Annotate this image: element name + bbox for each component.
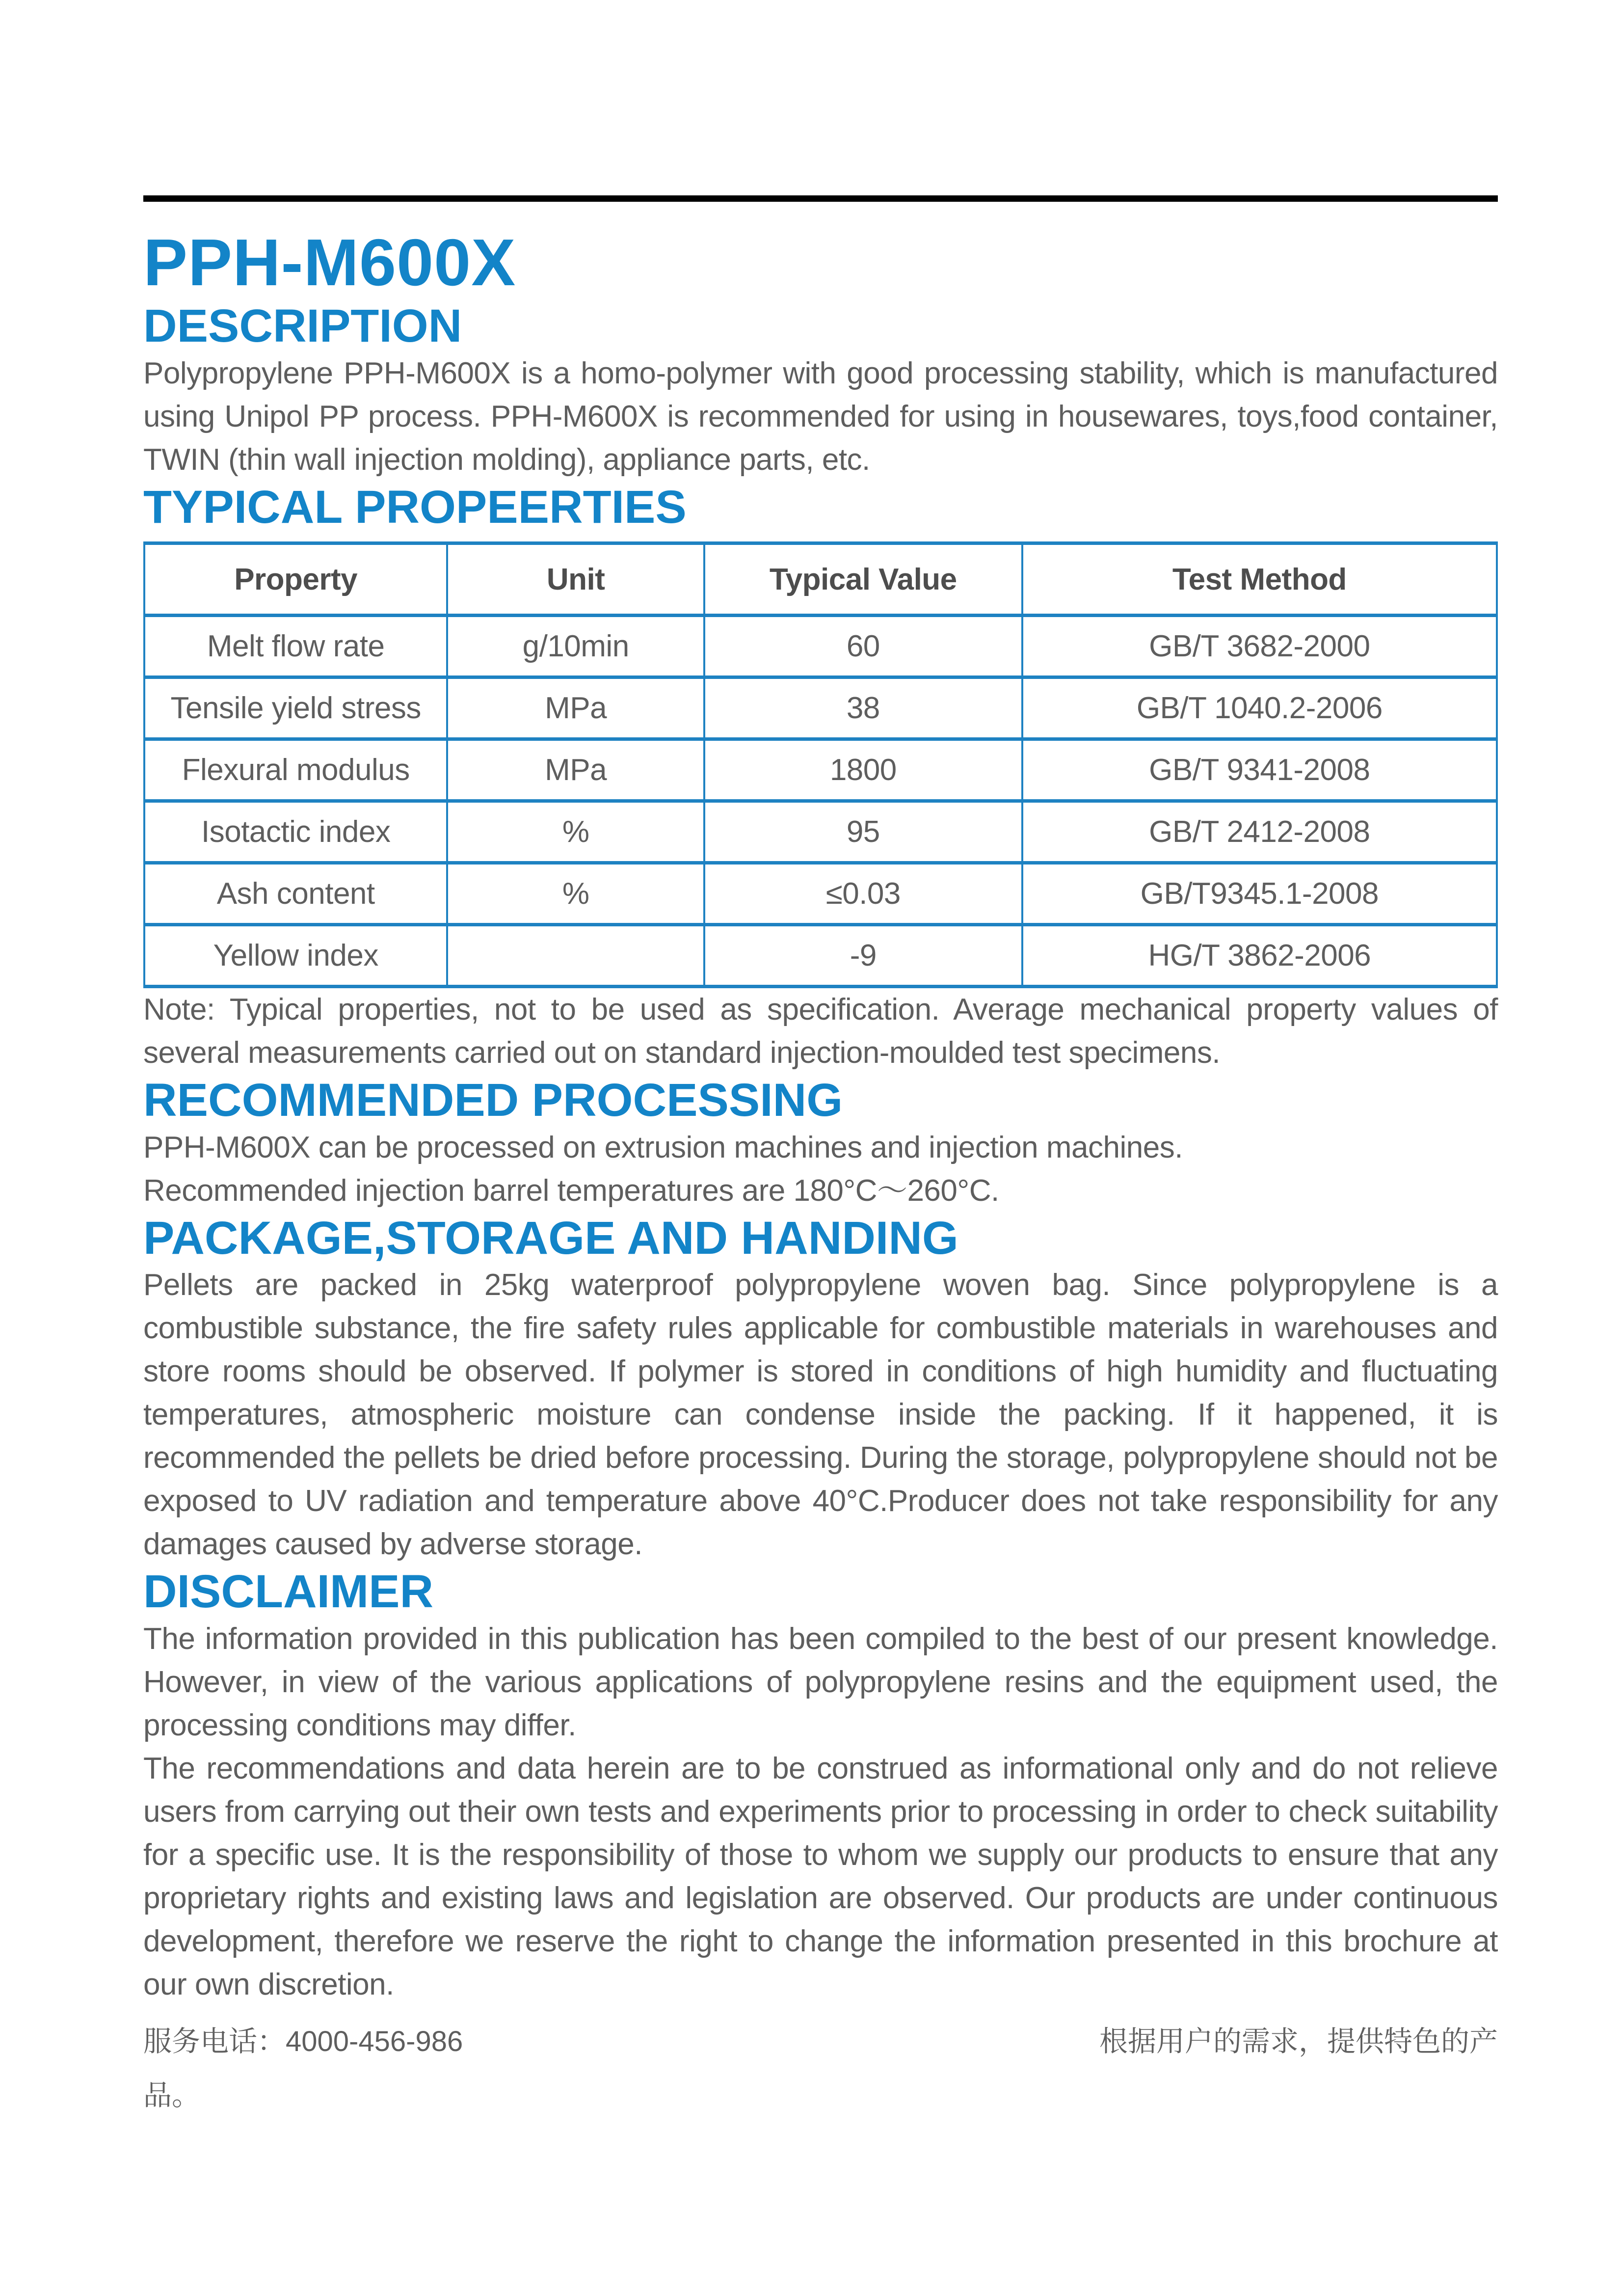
table-cell-property: Tensile yield stress — [144, 677, 447, 739]
table-row — [144, 677, 1497, 739]
table-cell-unit: MPa — [447, 739, 704, 801]
datasheet-page — [143, 0, 1498, 2113]
properties-table — [143, 541, 1498, 988]
disclaimer-paragraph-1: The information provided in this publication has been compiled to the best of our present knowledge. However, in view of the various applications of polypropylene resins and the equipment used, the processing conditions may differ. — [143, 1621, 1498, 1742]
section-heading-package-storage: PACKAGE,STORAGE AND HANDING — [143, 1212, 958, 1264]
footer-line — [143, 2018, 1498, 2059]
table-cell-method: GB/T 1040.2-2006 — [1022, 677, 1497, 739]
table-cell-value: ≤0.03 — [704, 863, 1022, 925]
top-rule-divider — [143, 195, 1498, 202]
table-row — [144, 863, 1497, 925]
footer — [143, 2018, 1498, 2113]
table-header-property: Property — [144, 543, 447, 616]
section-heading-typical-properties: TYPICAL PROPEERTIES — [143, 481, 687, 533]
table-cell-property: Melt flow rate — [144, 616, 447, 677]
table-row — [144, 739, 1497, 801]
table-cell-unit: g/10min — [447, 616, 704, 677]
table-cell-unit — [447, 925, 704, 987]
section-heading-disclaimer: DISCLAIMER — [143, 1566, 434, 1618]
section-heading-recommended-processing: RECOMMENDED PROCESSING — [143, 1074, 843, 1127]
service-phone-label: 服务电话： — [143, 2025, 286, 2057]
table-row — [144, 801, 1497, 863]
table-cell-method: HG/T 3862-2006 — [1022, 925, 1497, 987]
table-cell-unit: % — [447, 801, 704, 863]
table-cell-method: GB/T 2412-2008 — [1022, 801, 1497, 863]
table-cell-method: GB/T 9341-2008 — [1022, 739, 1497, 801]
table-header-unit: Unit — [447, 543, 704, 616]
description-paragraph: Polypropylene PPH-M600X is a homo-polymer with good processing stability, which is manufactured using Unipol PP process. PPH-M600X is recommended for using in housewares, toys,food container, TWIN (thin wall injection molding), appliance parts, etc. — [143, 356, 1498, 477]
table-header-row — [144, 543, 1497, 616]
processing-line-1: PPH-M600X can be processed on extrusion machines and injection machines. — [143, 1130, 1183, 1164]
table-row — [144, 616, 1497, 677]
package-storage-paragraph: Pellets are packed in 25kg waterproof polypropylene woven bag. Since polypropylene is a combustible substance, the fire safety rules applicable for combustible materials in warehouses and store rooms should be observed. If polymer is stored in conditions of high humidity and fluctuating temperatures, atmospheric moisture can condense inside the packing. If it happened, it is recommended the pellets be dried before processing. During the storage, polypropylene should not be exposed to UV radiation and temperature above 40°C.Producer does not take responsibility for any damages caused by adverse storage. — [143, 1268, 1498, 1562]
table-cell-value: 38 — [704, 677, 1022, 739]
processing-line-2: Recommended injection barrel temperatures are 180°C～260°C. — [143, 1173, 999, 1208]
table-cell-property: Yellow index — [144, 925, 447, 987]
table-cell-property: Isotactic index — [144, 801, 447, 863]
footer-right-text: 根据用户的需求，提供特色的产 — [1099, 2025, 1498, 2057]
page-title: PPH-M600X — [143, 225, 516, 299]
table-cell-value: 1800 — [704, 739, 1022, 801]
table-cell-method: GB/T9345.1-2008 — [1022, 863, 1497, 925]
table-row — [144, 925, 1497, 987]
service-phone — [143, 2018, 463, 2059]
table-cell-method: GB/T 3682-2000 — [1022, 616, 1497, 677]
table-cell-property: Flexural modulus — [144, 739, 447, 801]
service-phone-number: 4000-456-986 — [286, 2025, 463, 2057]
table-cell-unit: % — [447, 863, 704, 925]
table-cell-property: Ash content — [144, 863, 447, 925]
footer-wrap-text: 品。 — [143, 2079, 201, 2111]
disclaimer-paragraph-2: The recommendations and data herein are to be construed as informational only and do not relieve users from carrying out their own tests and experiments prior to processing in order to check suitability for a specific use. It is the responsibility of those to whom we supply our products to ensure that any proprietary rights and existing laws and legislation are observed. Our products are under continuous development, therefore we reserve the right to change the information presented in this brochure at our own discretion. — [143, 1751, 1498, 2001]
table-cell-value: 60 — [704, 616, 1022, 677]
table-cell-value: 95 — [704, 801, 1022, 863]
table-cell-value: -9 — [704, 925, 1022, 987]
table-cell-unit: MPa — [447, 677, 704, 739]
table-note: Note: Typical properties, not to be used as specification. Average mechanical property values of several measurements carried out on standard injection-moulded test specimens. — [143, 993, 1498, 1070]
table-header-typical-value: Typical Value — [704, 543, 1022, 616]
table-header-test-method: Test Method — [1022, 543, 1497, 616]
section-heading-description: DESCRIPTION — [143, 300, 462, 352]
